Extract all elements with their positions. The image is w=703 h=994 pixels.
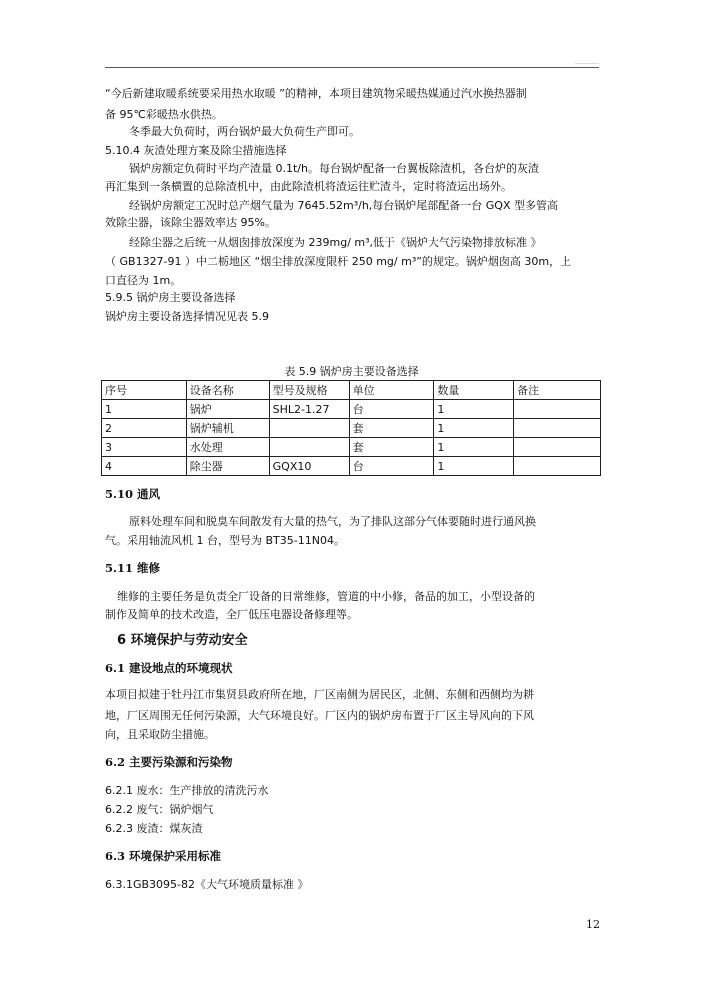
table-cell	[514, 457, 601, 476]
column-header: 备注	[514, 381, 601, 400]
paragraph-line: 再汇集到一条横置的总除渣机中，由此除渣机将渣运往贮渣斗，定时将渣运出场外。	[105, 180, 512, 193]
paragraph-line: 经锅炉房额定工况时总产烟气量为 7645.52m³/h,每台锅炉尾部配备一台 GQX 型多管高	[129, 199, 558, 212]
table-caption: 表 5.9 锅炉房主要设备选择	[284, 365, 419, 378]
table-cell: 套	[349, 438, 434, 457]
table-cell: 1	[434, 438, 514, 457]
column-header: 设备名称	[186, 381, 269, 400]
paragraph-line: 效除尘器，该除尘器效率达 95%。	[105, 216, 276, 229]
paragraph-line: 制作及简单的技术改造，全厂低压电器设备修理等。	[105, 608, 358, 621]
table-cell: 除尘器	[186, 457, 269, 476]
table-cell: 1	[102, 400, 187, 419]
paragraph-line: 备 95℃彩暖热水供热。	[105, 108, 223, 121]
table-cell: 台	[349, 400, 434, 419]
paragraph-line: 口直径为 1m。	[105, 274, 182, 287]
subsection-heading: 5.10.4 灰渣处理方案及除尘措施选择	[105, 144, 287, 157]
column-header: 型号及规格	[269, 381, 349, 400]
paragraph-line: 冬季最大负荷时，两台锅炉最大负荷生产即可。	[129, 125, 360, 138]
paragraph-line: 本项目拟建于牡丹江市集贤县政府所在地，厂区南侧为居民区，北侧、东侧和西侧均为耕	[105, 688, 534, 701]
page-number: 12	[586, 918, 600, 931]
table-header-row	[102, 381, 601, 400]
table-cell: 1	[434, 400, 514, 419]
section-heading: 5.11 维修	[105, 561, 161, 575]
table-cell	[514, 400, 601, 419]
header-rule	[105, 67, 599, 68]
chapter-heading: 6 环境保护与劳动安全	[117, 633, 248, 648]
table-cell: 锅炉	[186, 400, 269, 419]
table-row	[102, 457, 601, 476]
paragraph-line: 地，厂区周围无任何污染源，大气环境良好。厂区内的锅炉房布置于厂区主导风向的下风	[105, 709, 534, 722]
column-header: 数量	[434, 381, 514, 400]
section-heading: 6.1 建设地点的环境现状	[105, 661, 233, 675]
paragraph-line: （ GB1327-91 ）中二栃地区 “烟尘排放深度限杆 250 mg/ m³”的规定。锅炉烟囱高 30m，上	[105, 255, 572, 268]
column-header: 单位	[349, 381, 434, 400]
list-item: 6.3.1GB3095-82《大气环境质量标准 》	[105, 878, 309, 891]
section-heading: 5.10 通风	[105, 487, 161, 501]
table-cell: GQX10	[269, 457, 349, 476]
paragraph-line: 向，且采取防尘措施。	[105, 728, 215, 741]
table-cell: 1	[434, 457, 514, 476]
list-item: 6.2.3 废渣：煤灰渣	[105, 822, 203, 835]
section-heading: 6.2 主要污染源和污染物	[105, 755, 233, 769]
paragraph-line: 锅炉房额定负荷时平均产渣量 0.1t/h。每台锅炉配备一台翼板除渣机，各台炉的灰渣	[129, 162, 539, 175]
table-row	[102, 400, 601, 419]
list-item: 6.2.2 废气：锅炉烟气	[105, 803, 214, 816]
list-item: 6.2.1 废水：生产排放的清洗污水	[105, 784, 269, 797]
table-row	[102, 419, 601, 438]
paragraph-line: “今后新建取暖系统要采用热水取暖 ”的精神，本项目建筑物采暖热媒通过汽水换热器制	[105, 87, 527, 100]
table-cell	[269, 438, 349, 457]
table-cell	[514, 438, 601, 457]
paragraph-line: 锅炉房主要设备选择情况见表 5.9	[105, 310, 269, 323]
table-cell	[269, 419, 349, 438]
equipment-table	[101, 380, 601, 476]
table-cell: 套	[349, 419, 434, 438]
table-cell: 台	[349, 457, 434, 476]
table-cell: 4	[102, 457, 187, 476]
paragraph-line: 原料处理车间和脱臭车间散发有大量的热气，为了排队这部分气体要随时进行通风换	[129, 515, 536, 528]
table-cell: 水处理	[186, 438, 269, 457]
table-cell: 锅炉辅机	[186, 419, 269, 438]
table-row	[102, 438, 601, 457]
header-mark: ——————	[575, 61, 599, 66]
table-cell: 2	[102, 419, 187, 438]
section-heading: 6.3 环境保护采用标准	[105, 849, 222, 863]
paragraph-line: 气。采用轴流风机 1 台，型号为 BT35-11N04。	[105, 534, 345, 547]
paragraph-line: 维修的主要任务是负责全厂设备的日常维修，管道的中小修，备品的加工，小型设备的	[117, 590, 535, 603]
column-header: 序号	[102, 381, 187, 400]
subsection-heading: 5.9.5 锅炉房主要设备选择	[105, 291, 236, 304]
table-cell: 3	[102, 438, 187, 457]
table-cell: 1	[434, 419, 514, 438]
table-cell	[514, 419, 601, 438]
paragraph-line: 经除尘器之后统一从烟囱排放深度为 239mg/ m³,低于《锅炉大气污染物排放标准 》	[129, 236, 542, 249]
table-cell: SHL2-1.27	[269, 400, 349, 419]
